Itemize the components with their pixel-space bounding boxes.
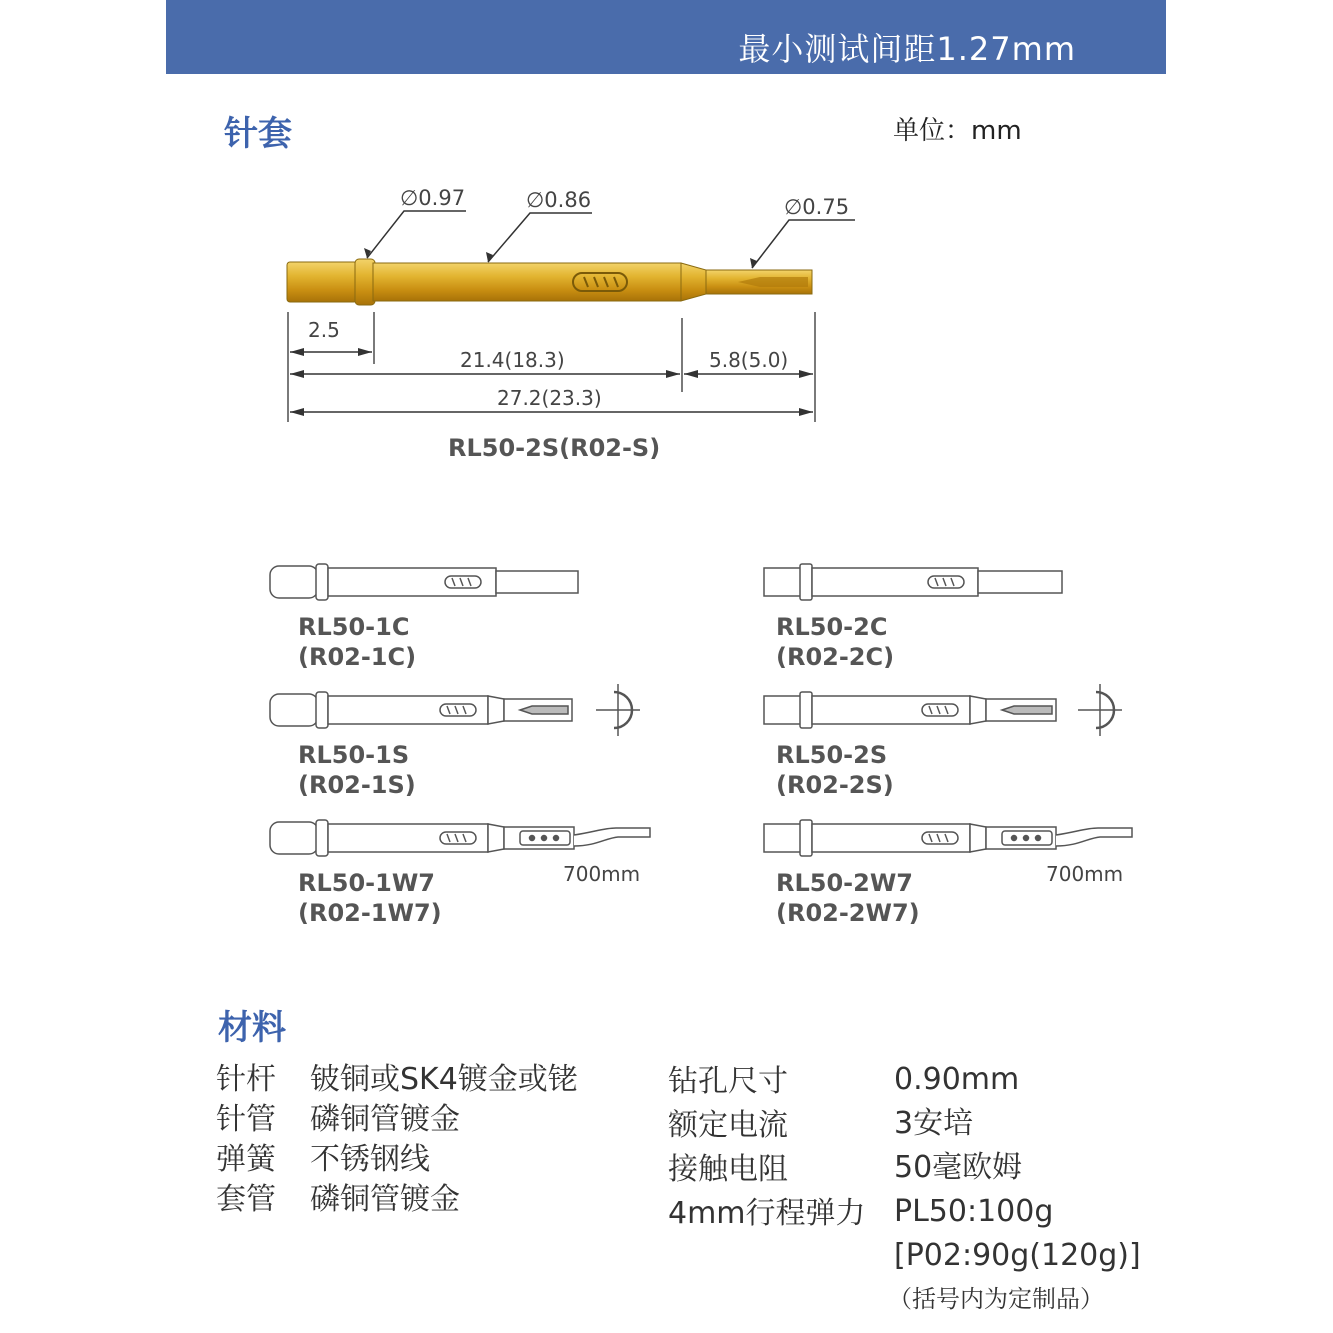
material-label: 套管 — [216, 1182, 276, 1217]
material-label: 针杆 — [216, 1062, 276, 1097]
spec-value-extra: [P02:90g(120g)] — [894, 1238, 1141, 1273]
material-label: 针管 — [216, 1102, 276, 1137]
spec-value: 50毫欧姆 — [894, 1150, 1023, 1185]
variant-alt: (R02-2W7) — [776, 899, 920, 927]
material-value: 铍铜或SK4镀金或铑 — [310, 1062, 578, 1097]
variant-1c-drawing — [270, 564, 578, 600]
variant-name: RL50-2W7 — [776, 869, 914, 897]
sleeve-body — [373, 263, 681, 301]
dim-body: 21.4(18.3) — [460, 348, 565, 372]
spec-label: 接触电阻 — [668, 1152, 788, 1187]
variant-label-2w7 — [776, 868, 920, 928]
variant-name: RL50-1S — [298, 741, 410, 769]
variant-1w7-drawing — [270, 820, 650, 856]
variant-name: RL50-2C — [776, 613, 888, 641]
crosshair-icon — [596, 684, 640, 736]
variant-name: RL50-1C — [298, 613, 410, 641]
sleeve-collar — [355, 259, 375, 305]
spec-value: 3安培 — [894, 1106, 974, 1141]
variant-2w7-drawing — [764, 820, 1132, 856]
variant-alt: (R02-1W7) — [298, 899, 442, 927]
variant-2s-drawing — [764, 692, 1056, 728]
variant-alt: (R02-2C) — [776, 643, 895, 671]
section-title-materials: 材料 — [218, 1008, 286, 1048]
variant-label-1c — [298, 612, 416, 672]
spec-value: 0.90mm — [894, 1062, 1020, 1097]
header-title: 最小测试间距1.27mm — [738, 30, 1076, 68]
variant-label-1w7 — [298, 868, 442, 928]
materials-left-labels — [216, 1060, 276, 1220]
materials-right-labels — [668, 1060, 866, 1236]
dim-total: 27.2(23.3) — [497, 386, 602, 410]
material-value: 不锈钢线 — [310, 1142, 430, 1177]
materials-left-values — [310, 1060, 578, 1220]
sleeve-head — [287, 262, 357, 302]
variant-alt: (R02-1C) — [298, 643, 417, 671]
sleeve-taper — [681, 263, 706, 301]
wire-length-1w7: 700mm — [563, 862, 641, 886]
dim-head: 2.5 — [308, 318, 340, 342]
spec-value: PL50:100g — [894, 1194, 1054, 1229]
unit-label: 单位：mm — [893, 116, 1022, 146]
variant-name: RL50-1W7 — [298, 869, 436, 897]
diameter-label-1: ∅0.97 — [400, 186, 466, 210]
wire-length-2w7: 700mm — [1046, 862, 1124, 886]
crosshair-icon — [1078, 684, 1122, 736]
material-label: 弹簧 — [216, 1142, 276, 1177]
material-value: 磷铜管镀金 — [310, 1182, 460, 1217]
variant-alt: (R02-2S) — [776, 771, 894, 799]
diameter-label-2: ∅0.86 — [526, 188, 592, 212]
variant-label-2s — [776, 740, 894, 800]
main-model-label: RL50-2S(R02-S) — [448, 434, 661, 462]
variant-alt: (R02-1S) — [298, 771, 416, 799]
diameter-label-3: ∅0.75 — [784, 195, 850, 219]
variant-label-2c — [776, 612, 894, 672]
spec-label: 额定电流 — [668, 1108, 788, 1143]
variant-1s-drawing — [270, 692, 572, 728]
spec-label: 4mm行程弹力 — [668, 1196, 866, 1231]
variant-label-1s — [298, 740, 416, 800]
variant-drawings — [0, 540, 1333, 870]
main-sleeve-drawing — [0, 0, 1333, 480]
variant-name: RL50-2S — [776, 741, 888, 769]
materials-right-values — [894, 1058, 1141, 1278]
section-title-sleeve: 针套 — [224, 114, 292, 154]
dim-tail: 5.8(5.0) — [709, 348, 789, 372]
material-value: 磷铜管镀金 — [310, 1102, 460, 1137]
variant-2c-drawing — [764, 564, 1062, 600]
spec-label: 钻孔尺寸 — [668, 1064, 788, 1099]
custom-note: （括号内为定制品） — [888, 1285, 1104, 1313]
